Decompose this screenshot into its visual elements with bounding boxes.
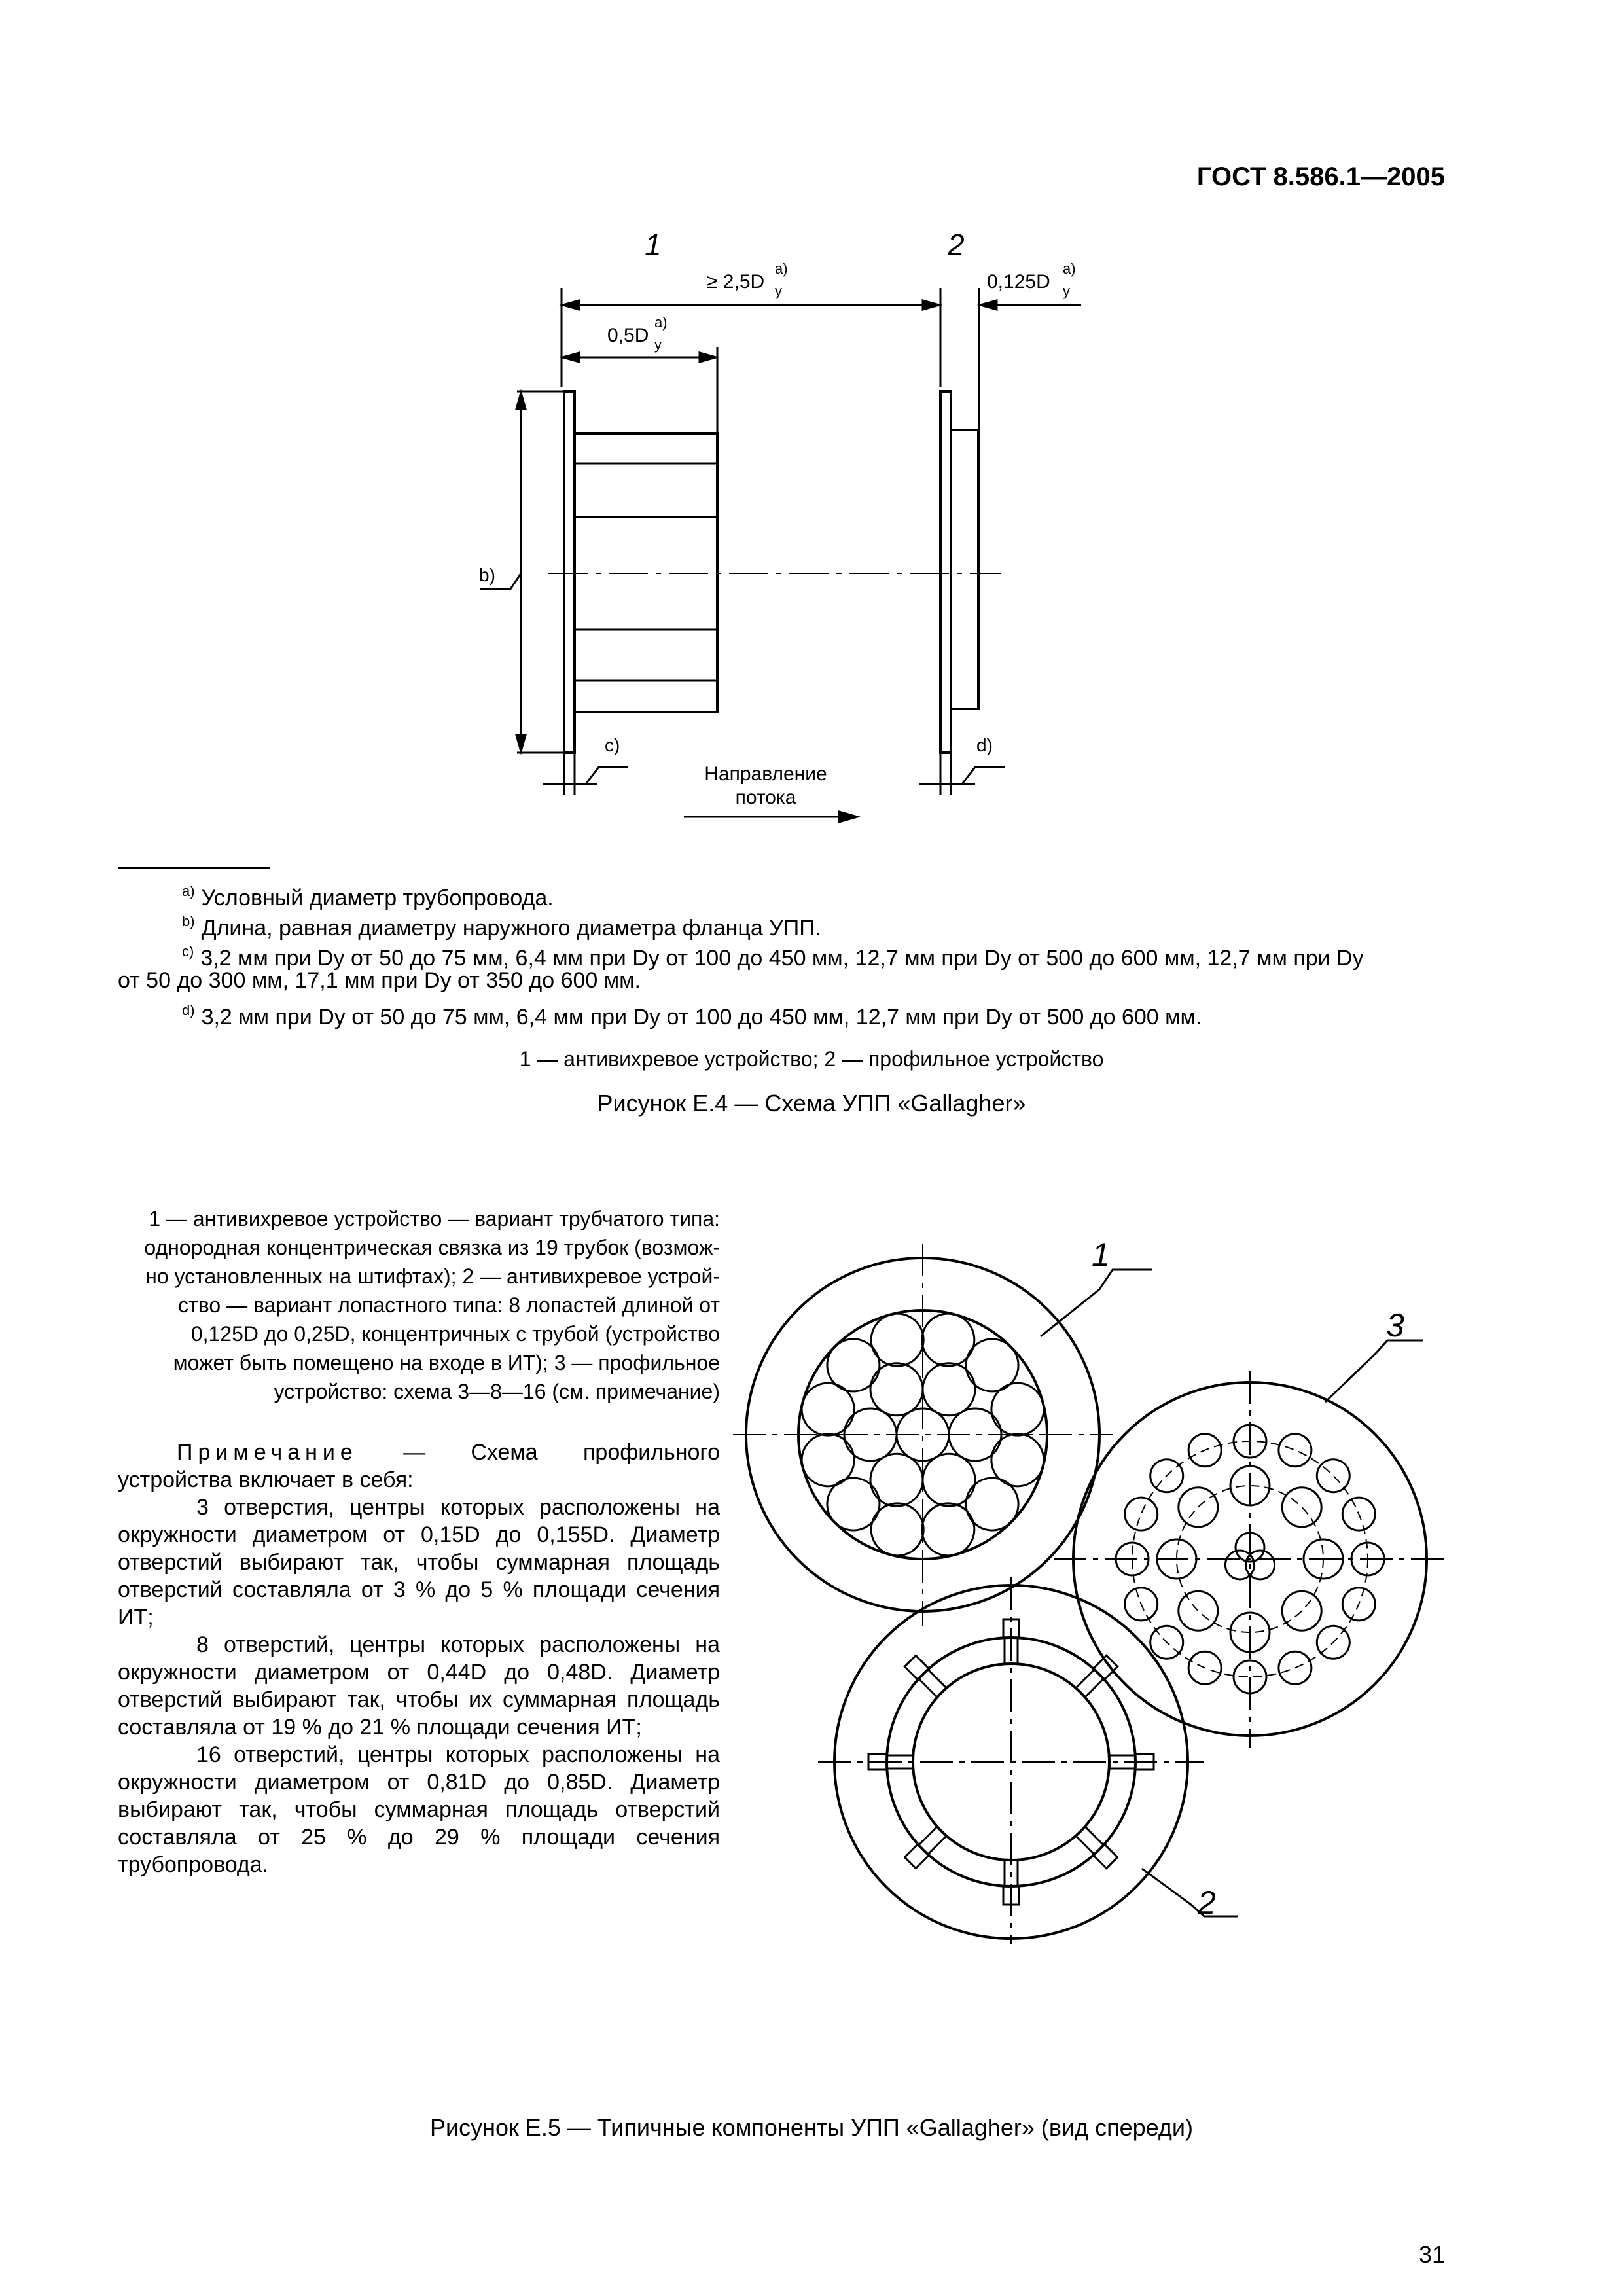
footnote-c-line1: 3,2 мм при Dy от 50 до 75 мм, 6,4 мм при Dy от 100 до 450 мм, 12,7 мм при Dy от 500 до 600 мм, 12,7 мм при Dy [200, 946, 1364, 971]
hole [1279, 1434, 1311, 1467]
document-header: ГОСТ 8.586.1—2005 [1196, 162, 1445, 191]
tube [871, 1314, 923, 1366]
flow-label-2: потока [735, 787, 796, 808]
footnote-rule [118, 867, 270, 869]
page-number: 31 [1418, 2241, 1445, 2268]
mark-c: c) [605, 735, 620, 755]
dim-half-label: 0,5D [607, 325, 649, 346]
note-item-3: 16 отверстий, центры которых расположены на окружности диаметром от 0,81D до 0,85D. Диаметр выбирают так, чтобы суммарная площадь отверстий составляла от 25 % до 29 % площади сечения трубопровода. [118, 1742, 720, 1877]
dim-gap-sub: y [1063, 283, 1070, 299]
footnote-d: $^{d)}$ 3,2 мм при Dy от 50 до 75 мм, 6,4 мм при Dy от 100 до 450 мм, 12,7 мм при Dy от 500 до 600 мм. [182, 1002, 1202, 1030]
figure-e5-caption: Рисунок Е.5 — Типичные компоненты УПП «Gallagher» (вид спереди) [430, 2114, 1193, 2141]
flow-label-1: Направление [704, 763, 827, 785]
fig4-label-1: 1 [645, 228, 662, 262]
figure-e4-legend: 1 — антивихревое устройство; 2 — профильное устройство [519, 1047, 1104, 1071]
hole [1125, 1498, 1158, 1530]
mark-b: b) [479, 565, 495, 585]
note-item-1: 3 отверстия, центры которых расположены на окружности диаметром от 0,15D до 0,155D. Диаметр отверстий выбирают так, чтобы суммарная площадь отверстий составляла от 3 % до 5 % площади сечения ИТ; [118, 1495, 720, 1630]
figure-e4-caption: Рисунок Е.4 — Схема УПП «Gallagher» [597, 1090, 1026, 1117]
dim-gap-sup: a) [1063, 260, 1076, 277]
figure-e4-drawing [0, 0, 1623, 851]
footnote-a: $^{a)}$ Условный диаметр трубопровода. [182, 883, 554, 910]
legend-line: ство — вариант лопастного типа: 8 лопастей длиной от [178, 1293, 720, 1317]
figure-e5-legend [118, 1204, 720, 1406]
fig5-label-2: 2 [1198, 1884, 1216, 1921]
tube [802, 1434, 854, 1486]
footnote-a-text: Условный диаметр трубопровода. [201, 886, 554, 910]
footnote-c: $^{c)}$ 3,2 мм при Dy от 50 до 75 мм, 6,4 мм при Dy от 100 до 450 мм, 12,7 мм при Dy от 500 до 600 мм, 12,7 мм при Dy [182, 943, 1364, 971]
hole [1179, 1591, 1218, 1630]
dim-half-sub: y [654, 336, 662, 353]
footnote-c-line2: от 50 до 300 мм, 17,1 мм при Dy от 350 до 600 мм. [118, 968, 641, 993]
legend-line: 1 — антивихревое устройство — вариант трубчатого типа: [149, 1207, 720, 1230]
fig5-label-1: 1 [1092, 1236, 1110, 1273]
tube [922, 1503, 974, 1556]
legend-line: но установленных на штифтах); 2 — антивихревое устрой- [145, 1265, 720, 1288]
hole [1282, 1488, 1321, 1527]
figure-e5-note [118, 1439, 720, 1878]
dim-long-label: ≥ 2,5D [707, 271, 765, 293]
mark-d: d) [976, 735, 993, 755]
note-label: Примечание [177, 1440, 358, 1465]
figure-e5-drawing [733, 1224, 1492, 1944]
note-intro: — Схема профильного устройства включает в себя: [118, 1440, 720, 1492]
fig5-label-3: 3 [1386, 1307, 1404, 1344]
hole [1179, 1488, 1218, 1527]
dim-gap-label: 0,125D [987, 271, 1050, 293]
legend-line: может быть помещено на входе в ИТ); 3 — профильное [173, 1351, 720, 1374]
legend-line: однородная концентрическая связка из 19 трубок (возмож- [144, 1236, 720, 1259]
fig4-label-2: 2 [948, 228, 965, 262]
footnote-b: $^{b)}$ Длина, равная диаметру наружного диаметра фланца УПП. [182, 913, 822, 941]
note-item-2: 8 отверстий, центры которых расположены на окружности диаметром от 0,44D до 0,48D. Диаметр отверстий выбирают так, чтобы их суммарная площадь составляла от 19 % до 21 % площади сечения ИТ; [118, 1632, 720, 1740]
dim-long-sub: y [775, 283, 782, 299]
footnote-b-text: Длина, равная диаметру наружного диаметра фланца УПП. [201, 916, 822, 941]
legend-line: 0,125D до 0,25D, концентричных с трубой (устройство [190, 1322, 720, 1346]
dim-long-sup: a) [775, 260, 788, 277]
hole [1317, 1460, 1349, 1492]
tube [991, 1383, 1044, 1435]
footnote-d-text: 3,2 мм при Dy от 50 до 75 мм, 6,4 мм при Dy от 100 до 450 мм, 12,7 мм при Dy от 500 до 600 мм. [201, 1005, 1202, 1030]
dim-half-sup: a) [654, 314, 668, 331]
hole [1282, 1591, 1321, 1630]
legend-line: устройство: схема 3—8—16 (см. примечание) [274, 1380, 720, 1403]
